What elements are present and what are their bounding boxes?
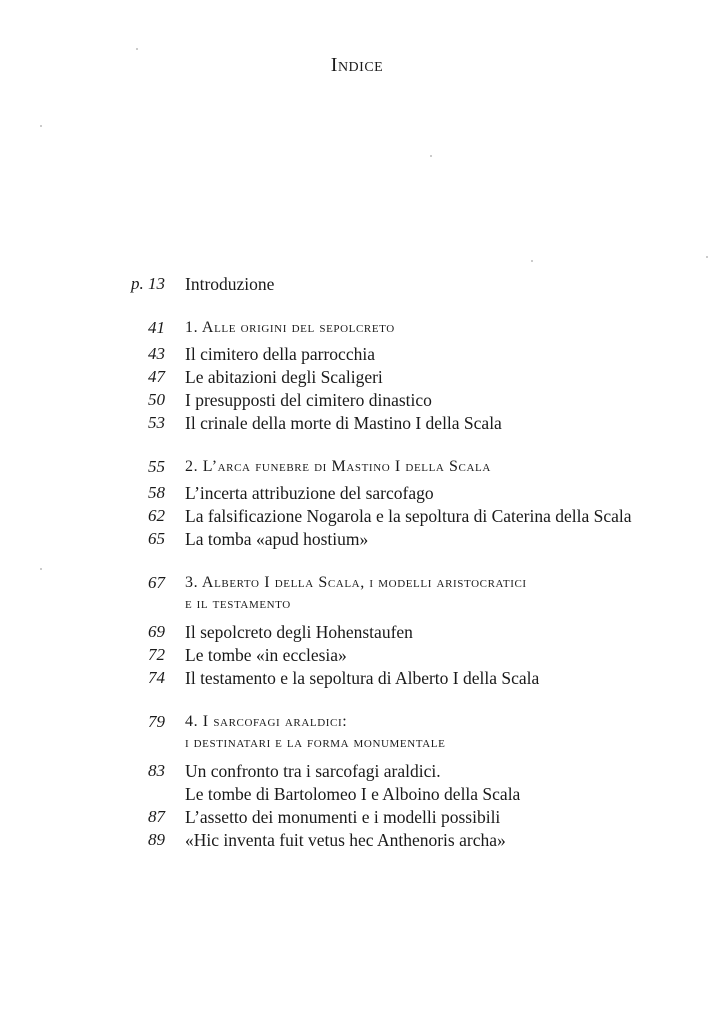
toc-entry xyxy=(0,527,714,551)
toc-entry xyxy=(0,411,714,435)
chapter-title: 3. Alberto I della Scala, i modelli aristocratici xyxy=(185,574,527,591)
chapter-title: 1. Alle origini del sepolcreto xyxy=(185,319,395,336)
page-number: 69 xyxy=(148,622,165,641)
entry-title: L’assetto dei monumenti e i modelli possibili xyxy=(185,807,501,827)
page-number: 79 xyxy=(148,712,165,731)
toc-entry xyxy=(0,805,714,829)
toc-entry xyxy=(0,620,714,644)
scan-speck xyxy=(40,125,42,127)
scan-speck xyxy=(430,155,432,157)
entry-title: Un confronto tra i sarcofagi araldici. xyxy=(185,761,441,781)
page-number: 47 xyxy=(148,367,165,386)
page-number: 53 xyxy=(148,413,165,432)
entry-title: Il cimitero della parrocchia xyxy=(185,344,375,364)
page-number: 58 xyxy=(148,483,165,502)
toc-entry-continuation xyxy=(0,782,714,806)
page-number: 72 xyxy=(148,645,165,664)
toc-entry xyxy=(0,759,714,783)
page-number: 83 xyxy=(148,761,165,780)
page-number: 89 xyxy=(148,830,165,849)
entry-title: Il sepolcreto degli Hohenstaufen xyxy=(185,622,413,642)
chapter-title-continuation: e il testamento xyxy=(185,596,291,612)
page-number: 41 xyxy=(148,318,165,337)
entry-title: L’incerta attribuzione del sarcofago xyxy=(185,483,434,503)
page-number: 50 xyxy=(148,390,165,409)
entry-title: La falsificazione Nogarola e la sepoltura di Caterina della Scala xyxy=(185,506,632,526)
toc-chapter-continuation xyxy=(0,592,714,616)
page-number: 62 xyxy=(148,506,165,525)
entry-title-continuation: Le tombe di Bartolomeo I e Alboino della Scala xyxy=(185,784,521,804)
page-number: 55 xyxy=(148,457,165,476)
scan-speck xyxy=(531,260,533,262)
entry-title: Le tombe «in ecclesia» xyxy=(185,645,347,665)
chapter-title: 4. I sarcofagi araldici: xyxy=(185,713,348,730)
toc-entry xyxy=(0,666,714,690)
entry-title: «Hic inventa fuit vetus hec Anthenoris archa» xyxy=(185,830,506,850)
page-number: 87 xyxy=(148,807,165,826)
toc-chapter-continuation xyxy=(0,731,714,755)
scan-speck xyxy=(136,48,138,50)
toc-chapter xyxy=(0,455,714,479)
entry-title: I presupposti del cimitero dinastico xyxy=(185,390,432,410)
entry-title: Le abitazioni degli Scaligeri xyxy=(185,367,383,387)
scan-speck xyxy=(706,256,708,258)
chapter-title: 2. L’arca funebre di Mastino I della Scala xyxy=(185,458,491,475)
toc-entry xyxy=(0,342,714,366)
page-number: 74 xyxy=(148,668,165,687)
page-number: p. 13 xyxy=(131,274,165,293)
entry-title: Il testamento e la sepoltura di Alberto I della Scala xyxy=(185,668,540,688)
entry-title: Il crinale della morte di Mastino I della Scala xyxy=(185,413,502,433)
toc-entry xyxy=(0,272,714,296)
page-number: 43 xyxy=(148,344,165,363)
entry-title: La tomba «apud hostium» xyxy=(185,529,369,549)
toc-entry xyxy=(0,828,714,852)
toc-chapter xyxy=(0,316,714,340)
page-number: 67 xyxy=(148,573,165,592)
toc-entry xyxy=(0,481,714,505)
entry-title: Introduzione xyxy=(185,274,275,294)
chapter-title-continuation: i destinatari e la forma monumentale xyxy=(185,735,446,751)
page-number: 65 xyxy=(148,529,165,548)
toc-entry xyxy=(0,365,714,389)
page-title: Indice xyxy=(330,54,384,76)
toc-entry xyxy=(0,643,714,667)
scan-speck xyxy=(40,568,42,570)
toc-entry xyxy=(0,504,714,528)
toc-entry xyxy=(0,388,714,412)
